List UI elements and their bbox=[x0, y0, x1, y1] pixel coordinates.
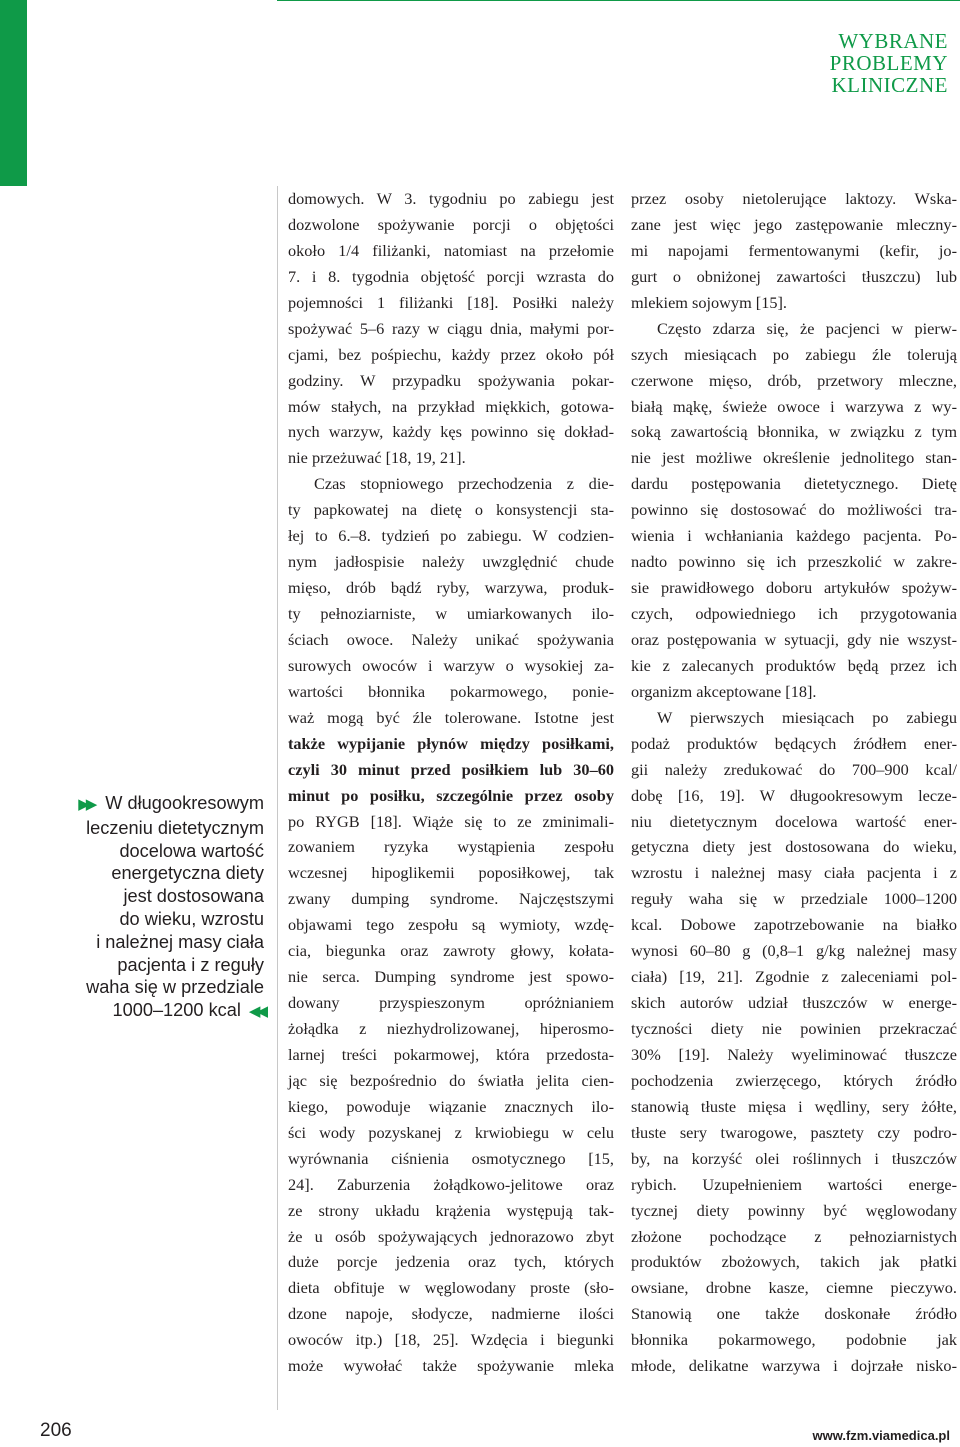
text-line: ze strony układu krążenia występują tak- bbox=[288, 1200, 614, 1220]
text-line: łej to 6.–8. tydzień po zabiegu. W codzien- bbox=[288, 526, 614, 546]
text-line: nie jest możliwe określenie jednolitego stan- bbox=[631, 448, 957, 468]
text-line: ściach owoce. Należy unikać spożywania bbox=[288, 629, 614, 649]
pull-quote-line: docelowa wartość bbox=[119, 840, 264, 861]
text-line: owsiane, drobne kasze, ciemne pieczywo. bbox=[631, 1278, 957, 1298]
text-line: 30% [19]. Należy wyeliminować tłuszcze bbox=[631, 1044, 957, 1064]
pull-quote-line: waha się w przedziale bbox=[86, 977, 264, 998]
text-line: gii należy zredukować do 700–900 kcal/ bbox=[631, 759, 957, 779]
text-line: dobę [16, 19]. W długookresowym lecze- bbox=[631, 785, 957, 805]
text-line: by, na korzyść olei roślinnych i tłuszczów bbox=[631, 1148, 957, 1168]
text-line: mów stałych, na przykład miękkich, gotowa- bbox=[288, 396, 614, 416]
text-line: owoców itp.) [18, 25]. Wzdęcia i biegunki bbox=[288, 1330, 614, 1350]
text-line: Stanowią one także doskonałe źródło bbox=[631, 1304, 957, 1324]
text-line: mlekiem sojowym [15]. bbox=[631, 292, 788, 312]
section-title bbox=[648, 30, 948, 96]
text-line: Czas stopniowego przechodzenia z die- bbox=[314, 474, 614, 494]
text-line: domowych. W 3. tygodniu po zabiegu jest bbox=[288, 189, 614, 208]
text-line: godziny. W przypadku spożywania pokar- bbox=[288, 370, 614, 390]
section-title-line: KLINICZNE bbox=[831, 73, 948, 97]
pull-quote-line: leczeniu dietetycznym bbox=[86, 817, 264, 838]
text-line: podaż produktów będących źródłem ener- bbox=[631, 733, 957, 753]
text-line: soką zawartością błonnika, w związku z tym bbox=[631, 422, 957, 442]
pull-quote-line: do wieku, wzrostu bbox=[119, 908, 264, 929]
text-line: kcal. Dobowe zapotrzebowanie na białko bbox=[631, 915, 957, 935]
text-line: reguły waha się w przedziale 1000–1200 bbox=[631, 889, 957, 909]
text-line: ty pełnoziarniste, w umiarkowanych ilo- bbox=[288, 604, 614, 623]
text-line: żołądka z niezhydrolizowanej, hiperosmo- bbox=[288, 1019, 614, 1038]
text-line: złożone pochodzące z pełnoziarnistych bbox=[631, 1226, 957, 1246]
text-line: organizm akceptowane [18]. bbox=[631, 681, 817, 701]
text-line: tycznej diety powinny być węglowodany bbox=[631, 1200, 957, 1220]
text-line: tyczności diety nie powinien przekraczać bbox=[631, 1019, 957, 1038]
text-line: nym jadłospisie należy uwzględnić chude bbox=[288, 552, 614, 572]
text-line: minut po posiłku, szczególnie przez osoby bbox=[288, 785, 614, 805]
body-column-left bbox=[288, 186, 614, 1379]
text-line: pochodzenia zwierzęcego, których źródło bbox=[631, 1070, 957, 1090]
text-line: objawami tego zespołu są wymioty, wzdę- bbox=[288, 915, 614, 935]
text-line: nadto powinno się ich przeszkolić w zakre- bbox=[631, 552, 957, 572]
text-line: tłuste sery twarogowe, pasztety czy podro- bbox=[631, 1122, 957, 1142]
text-line: nych warzyw, każdy kęs powinno się dokład- bbox=[288, 422, 614, 442]
text-line: także wypijanie płynów między posiłkami, bbox=[288, 733, 614, 753]
text-line: czerwone mięso, drób, przetwory mleczne, bbox=[631, 370, 957, 390]
text-line: nie serca. Dumping syndrome jest spowo- bbox=[288, 967, 614, 987]
text-line: wienia i wchłaniania każdego pacjenta. Po- bbox=[631, 526, 957, 546]
text-line: ści wody pozyskanej z krwiobiegu w celu bbox=[288, 1122, 614, 1142]
text-line: kie z zalecanych produktów będą przez ich bbox=[631, 655, 957, 675]
page-number: 206 bbox=[40, 1420, 72, 1441]
text-line: około 1/4 filiżanki, natomiast na przełomie bbox=[288, 240, 614, 260]
text-line: dardu postępowania dietetycznego. Dietę bbox=[631, 474, 957, 494]
text-line: 7. i 8. tygodnia objętość porcji wzrasta do bbox=[288, 266, 614, 286]
text-line: szych miesiącach po zabiegu źle tolerują bbox=[631, 344, 957, 364]
pull-quote-line: jest dostosowana bbox=[123, 886, 264, 907]
text-line: 24]. Zaburzenia żołądkowo-jelitowe oraz bbox=[288, 1174, 614, 1194]
text-line: produktów zbożowych, takich jak płatki bbox=[631, 1252, 957, 1272]
text-line: przez osoby nietolerujące laktozy. Wska- bbox=[631, 189, 957, 208]
text-line: niu dietetycznym docelowa wartość ener- bbox=[631, 811, 957, 831]
text-line: mięso, drób bądź ryby, warzywa, produk- bbox=[288, 578, 614, 598]
text-line: Często zdarza się, że pacjenci w pierw- bbox=[657, 318, 957, 338]
pull-quote bbox=[44, 792, 264, 1024]
text-line: zwany dumping syndrome. Najczęstszymi bbox=[288, 889, 614, 909]
text-line: białą mąkę, świeże owoce i warzywa z wy- bbox=[631, 396, 957, 416]
text-line: zowaniem ryzyka wystąpienia zespołu bbox=[288, 837, 614, 857]
text-line: dzone napoje, słodycze, nadmierne ilości bbox=[288, 1304, 614, 1324]
text-line: skich autorów udział tłuszczów w energe- bbox=[631, 993, 957, 1013]
text-line: oraz postępowania w sytuacji, gdy nie wszyst- bbox=[631, 629, 957, 649]
text-line: cia, biegunka oraz zawroty głowy, kołata- bbox=[288, 941, 614, 961]
text-line: spożywać 5–6 razy w ciągu dnia, małymi por- bbox=[288, 318, 614, 338]
text-line: jąc się bezpośrednio do światła jelita cien- bbox=[288, 1070, 614, 1090]
text-line: błonnika pokarmowego, podobnie jak bbox=[631, 1330, 957, 1350]
text-line: powinno się dostosować do możliwości tra- bbox=[631, 500, 957, 520]
triangle-right-double-icon: ▶▶ bbox=[78, 796, 94, 813]
text-line: czyli 30 minut przed posiłkiem lub 30–60 bbox=[288, 759, 614, 779]
text-line: kiego, powoduje wiązanie znacznych ilo- bbox=[288, 1096, 614, 1116]
text-line: sie prawidłowego doboru artykułów spożyw- bbox=[631, 578, 957, 598]
text-line: larnej treści pokarmowej, która przedosta- bbox=[288, 1044, 614, 1064]
text-line: wynosi 60–80 g (0,8–1 g/kg należnej masy bbox=[631, 941, 957, 961]
text-line: nie przeżuwać [18, 19, 21]. bbox=[288, 448, 466, 468]
text-line: zane jest więc jego zastępowanie mleczny- bbox=[631, 214, 957, 234]
text-line: ty papkowatej na dietę o konsystencji sta- bbox=[288, 500, 614, 520]
pull-quote-line: energetyczna diety bbox=[111, 863, 264, 884]
text-line: rybich. Uzupełnieniem wartości energe- bbox=[631, 1174, 957, 1194]
text-line: młode, delikatne warzywa i dojrzałe nisko- bbox=[631, 1356, 957, 1376]
pull-quote-line: pacjenta i z reguły bbox=[117, 954, 264, 975]
body-column-right bbox=[631, 186, 957, 1379]
text-line: dieta obfituje w węglowodany proste (sło- bbox=[288, 1278, 614, 1298]
text-line: getyczna diety jest dostosowana do wieku, bbox=[631, 837, 957, 857]
journal-url: www.fzm.viamedica.pl bbox=[812, 1428, 950, 1443]
section-color-bar bbox=[0, 0, 27, 186]
text-line: W pierwszych miesiącach po zabiegu bbox=[657, 707, 957, 727]
text-line: duże porcje jedzenia oraz tych, których bbox=[288, 1252, 614, 1272]
text-line: że u osób spożywających jednorazowo zbyt bbox=[288, 1226, 614, 1246]
text-line: stanowią tłuste mięsa i wędliny, sery żółte, bbox=[631, 1096, 957, 1116]
triangle-left-double-icon: ◀◀ bbox=[248, 1003, 264, 1021]
text-line: wartości błonnika pokarmowego, ponie- bbox=[288, 681, 614, 701]
pull-quote-line: ▶▶ W długookresowym bbox=[44, 792, 264, 817]
text-line: wyrównania ciśnienia osmotycznego [15, bbox=[288, 1148, 614, 1168]
column-divider bbox=[277, 186, 278, 1410]
text-line: dowany przyspieszonym opróżnianiem bbox=[288, 993, 614, 1013]
pull-quote-line: 1000–1200 kcal ◀◀ bbox=[44, 999, 264, 1024]
pull-quote-line: i należnej masy ciała bbox=[96, 931, 264, 952]
text-line: dozwolone spożywanie porcji o objętości bbox=[288, 214, 614, 234]
text-line: czych, odpowiedniego ich przygotowania bbox=[631, 604, 957, 623]
text-line: pojemności 1 filiżanki [18]. Posiłki należy bbox=[288, 292, 614, 312]
text-line: po RYGB [18]. Wiąże się to ze zminimali- bbox=[288, 811, 614, 831]
text-line: surowych owoców i warzyw o wysokiej za- bbox=[288, 655, 614, 675]
text-line: mi napojami fermentowanymi (kefir, jo- bbox=[631, 240, 957, 260]
text-line: może wywołać także spożywanie mleka bbox=[288, 1356, 614, 1376]
header-rule bbox=[277, 0, 960, 1]
text-line: wczesnej hipoglikemii poposiłkowej, tak bbox=[288, 863, 614, 883]
text-line: wzrostu i należnej masy ciała pacjenta i z bbox=[631, 863, 957, 883]
text-line: ciała) [19, 21]. Zgodnie z zaleceniami pol- bbox=[631, 967, 957, 987]
text-line: gurt o obniżonej zawartości tłuszczu) lub bbox=[631, 266, 957, 286]
section-title-line: PROBLEMY bbox=[829, 51, 948, 75]
section-title-line: WYBRANE bbox=[838, 29, 948, 53]
text-line: waż mogą być źle tolerowane. Istotne jest bbox=[288, 707, 614, 727]
text-line: cjami, bez pośpiechu, każdy przez około pół bbox=[288, 344, 614, 364]
